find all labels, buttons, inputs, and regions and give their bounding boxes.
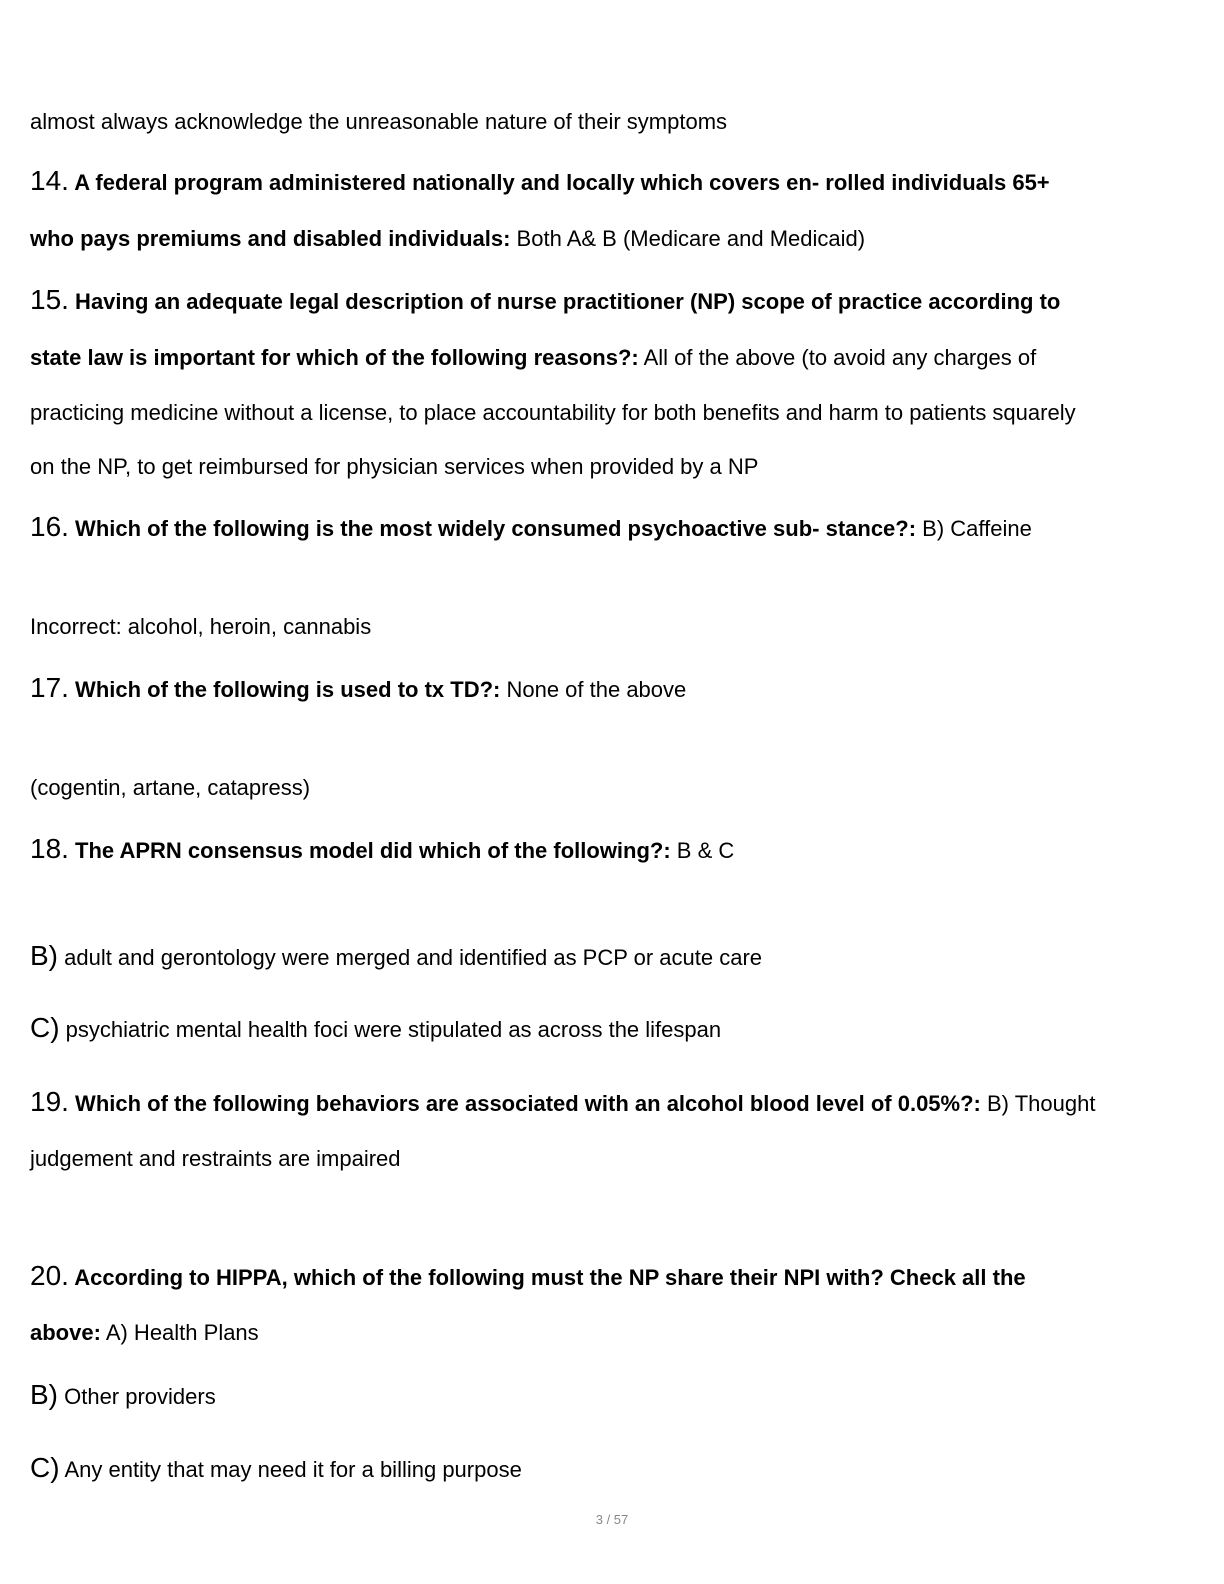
question-19-line-1 [30,1087,1200,1119]
option-letter: B) [30,940,58,971]
option-b-line [30,941,1200,973]
answer-text: All of the above (to avoid any charges of [638,345,1037,370]
question-text: Having an adequate legal description of nurse practitioner (NP) scope of practice according to [68,289,1061,314]
option-letter: B) [30,1379,58,1410]
question-18-line [30,834,1200,866]
question-number: 17. [30,672,69,703]
question-17-line [30,673,1200,705]
question-number: 19. [30,1086,69,1117]
option-c-line [30,1453,1200,1485]
option-letter: C) [30,1452,60,1483]
answer-text-line: practicing medicine without a license, to place accountability for both benefits and harm to patients squarely [30,400,1076,425]
page-indicator: 3 / 57 [595,1512,629,1527]
question-15-line-1 [30,285,1200,317]
question-number: 14. [30,165,69,196]
answer-text: B) Caffeine [916,516,1032,541]
answer-text: B & C [670,838,735,863]
question-text: Which of the following behaviors are associated with an alcohol blood level of 0.05%?: [68,1091,981,1116]
question-number: 15. [30,284,69,315]
question-14-line-1 [30,166,1200,198]
question-number: 18. [30,833,69,864]
answer-text-line: Incorrect: alcohol, heroin, cannabis [30,614,372,639]
question-text: According to HIPPA, which of the following must the NP share their NPI with? Check all the [68,1265,1026,1290]
question-16-line [30,512,1200,544]
option-text: Other providers [58,1384,216,1409]
question-text: who pays premiums and disabled individuals: [30,226,511,251]
question-text: Which of the following is used to tx TD?: [68,677,501,702]
question-text: Which of the following is the most widely consumed psychoactive sub- stance?: [68,516,917,541]
answer-text-line: (cogentin, artane, catapress) [30,775,311,800]
option-b-line [30,1380,1200,1412]
option-text: adult and gerontology were merged and identified as PCP or acute care [58,945,763,970]
question-text: state law is important for which of the following reasons?: [30,345,639,370]
answer-text: Both A& B (Medicare and Medicaid) [510,226,866,251]
answer-text: A) Health Plans [100,1320,259,1345]
answer-text-line: almost always acknowledge the unreasonable nature of their symptoms [30,109,728,134]
answer-text-line: judgement and restraints are impaired [30,1146,401,1171]
question-20-line-1 [30,1261,1200,1293]
question-text: A federal program administered nationally and locally which covers en- rolled individuals 65+ [68,170,1050,195]
answer-text-line: on the NP, to get reimbursed for physician services when provided by a NP [30,454,759,479]
question-14-line-2 [30,224,1200,254]
question-20-line-2 [30,1318,1200,1348]
option-c-line [30,1013,1200,1045]
option-text: Any entity that may need it for a billing purpose [59,1457,522,1482]
answer-text: None of the above [500,677,687,702]
option-text: psychiatric mental health foci were stipulated as across the lifespan [59,1017,722,1042]
question-number: 20. [30,1260,69,1291]
question-text: The APRN consensus model did which of the following?: [68,838,671,863]
answer-text: B) Thought [980,1091,1096,1116]
question-15-line-2 [30,343,1200,373]
question-number: 16. [30,511,69,542]
question-text: above: [30,1320,101,1345]
option-letter: C) [30,1012,60,1043]
